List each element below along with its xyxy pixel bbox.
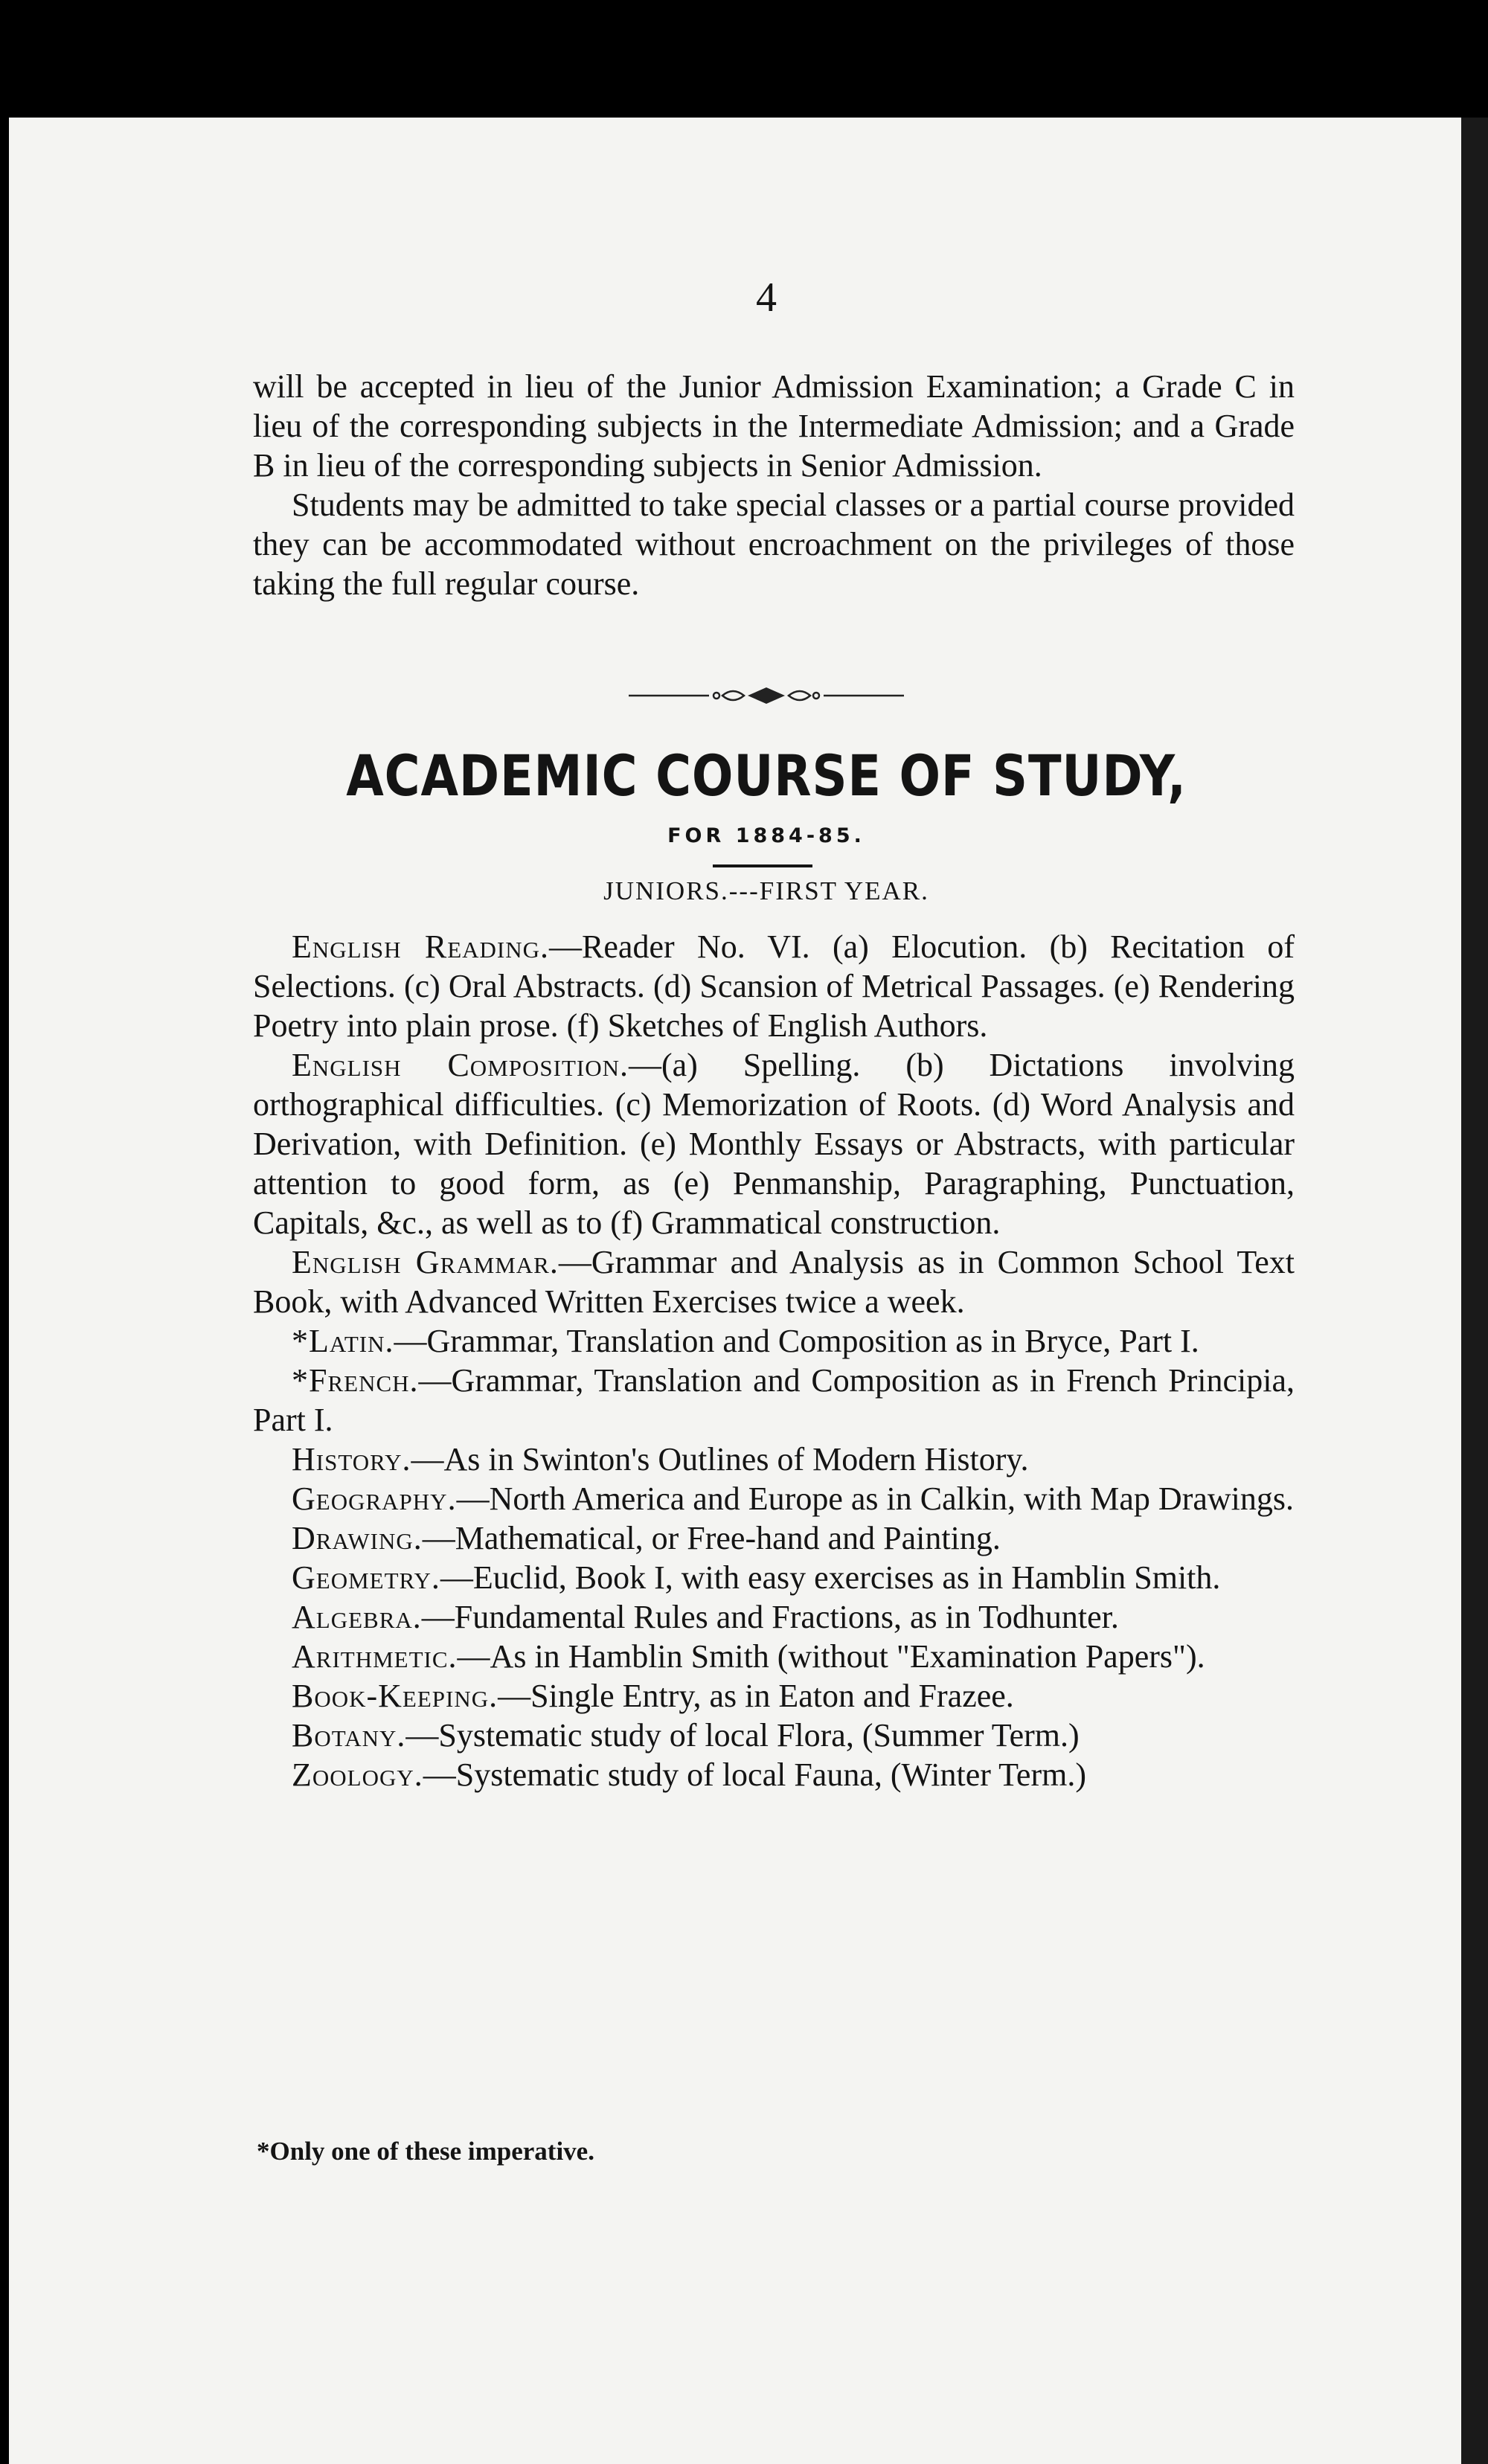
subjects-list — [253, 927, 1295, 1794]
subject-text: —Grammar, Translation and Composition as in Bryce, Part I. — [394, 1323, 1199, 1359]
subject-heading: Geometry. — [292, 1559, 440, 1596]
subject-heading: Geography. — [292, 1480, 457, 1517]
subject-text: —(a) Spelling. (b) Dictations involving orthographical difficulties. (c) Memorization of Roots. (d) Word Analysis and Derivation, with Definition. (e) Monthly Essays or Abstracts, with particular attention to good form, as (e) Penmanship, Paragraphing, Punctuation, Capitals, &c., as well as to (f) Grammatical construction. — [253, 1047, 1295, 1241]
subject-text: —Systematic study of local Flora, (Summer Term.) — [405, 1717, 1080, 1754]
page-number: 4 — [756, 275, 777, 321]
subject-entry — [253, 1716, 1295, 1755]
subject-heading: Book-Keeping. — [292, 1678, 498, 1714]
intro-section — [253, 367, 1295, 603]
subject-heading: English Composition. — [292, 1047, 629, 1083]
subject-heading: *French. — [292, 1362, 419, 1399]
year-heading: JUNIORS.---FIRST YEAR. — [603, 876, 929, 905]
ornament-divider — [629, 681, 904, 710]
subject-text: —Systematic study of local Fauna, (Winter Term.) — [423, 1756, 1086, 1793]
subject-text: —North America and Europe as in Calkin, with Map Drawings. — [456, 1480, 1295, 1517]
title-rule — [713, 864, 812, 867]
document-title: ACADEMIC COURSE OF STUDY, — [346, 742, 1187, 809]
subject-entry — [253, 1440, 1295, 1479]
intro-paragraph-2: Students may be admitted to take special classes or a partial course provided they can be accommodated without encroachment on the privileges of those taking the full regular course. — [253, 487, 1295, 602]
subject-text: —Fundamental Rules and Fractions, as in Todhunter. — [421, 1599, 1119, 1635]
subject-heading: Arithmetic. — [292, 1638, 458, 1675]
subject-text: —Mathematical, or Free-hand and Painting. — [422, 1520, 1001, 1556]
subject-entry — [253, 1597, 1295, 1637]
subject-entry — [253, 1045, 1295, 1242]
subject-entry — [253, 1755, 1295, 1794]
subject-text: —Reader No. VI. (a) Elocution. (b) Recitation of Selections. (c) Oral Abstracts. (d) Scansion of Metrical Passages. (e) Rendering Poetry into plain prose. (f) Sketches of English Authors. — [253, 928, 1295, 1044]
subject-entry — [253, 1676, 1295, 1716]
intro-paragraph-1: will be accepted in lieu of the Junior Admission Examination; a Grade C in lieu of the corresponding subjects in the Intermediate Admission; and a Grade B in lieu of the corresponding subjects in Senior Admission. — [253, 368, 1295, 484]
subject-entry — [253, 1558, 1295, 1597]
page-edge-shadow — [1461, 118, 1488, 2464]
subject-heading: Botany. — [292, 1717, 406, 1754]
subject-text: —Grammar and Analysis as in Common School Text Book, with Advanced Written Exercises twice a week. — [253, 1244, 1295, 1320]
subject-heading: English Reading. — [292, 928, 550, 965]
subject-text: —Single Entry, as in Eaton and Frazee. — [498, 1678, 1014, 1714]
subject-heading: History. — [292, 1441, 411, 1478]
subject-entry — [253, 1518, 1295, 1558]
footnote: *Only one of these imperative. — [257, 2137, 594, 2166]
subject-text: —Grammar, Translation and Composition as in French Principia, Part I. — [253, 1362, 1295, 1438]
subject-heading: Algebra. — [292, 1599, 422, 1635]
subject-entry — [253, 1361, 1295, 1440]
subject-heading: English Grammar. — [292, 1244, 559, 1280]
subject-heading: Drawing. — [292, 1520, 423, 1556]
subject-text: —Euclid, Book I, with easy exercises as in Hamblin Smith. — [440, 1559, 1221, 1596]
subject-text: —As in Swinton's Outlines of Modern History. — [411, 1441, 1029, 1478]
subject-entry — [253, 927, 1295, 1045]
subject-entry — [253, 1321, 1295, 1361]
subject-text: —As in Hamblin Smith (without "Examination Papers"). — [457, 1638, 1205, 1675]
subject-entry — [253, 1637, 1295, 1676]
subject-heading: Zoology. — [292, 1756, 423, 1793]
subject-entry — [253, 1479, 1295, 1518]
document-subtitle: FOR 1884-85. — [667, 824, 865, 847]
subject-entry — [253, 1242, 1295, 1321]
subject-heading: *Latin. — [292, 1323, 394, 1359]
